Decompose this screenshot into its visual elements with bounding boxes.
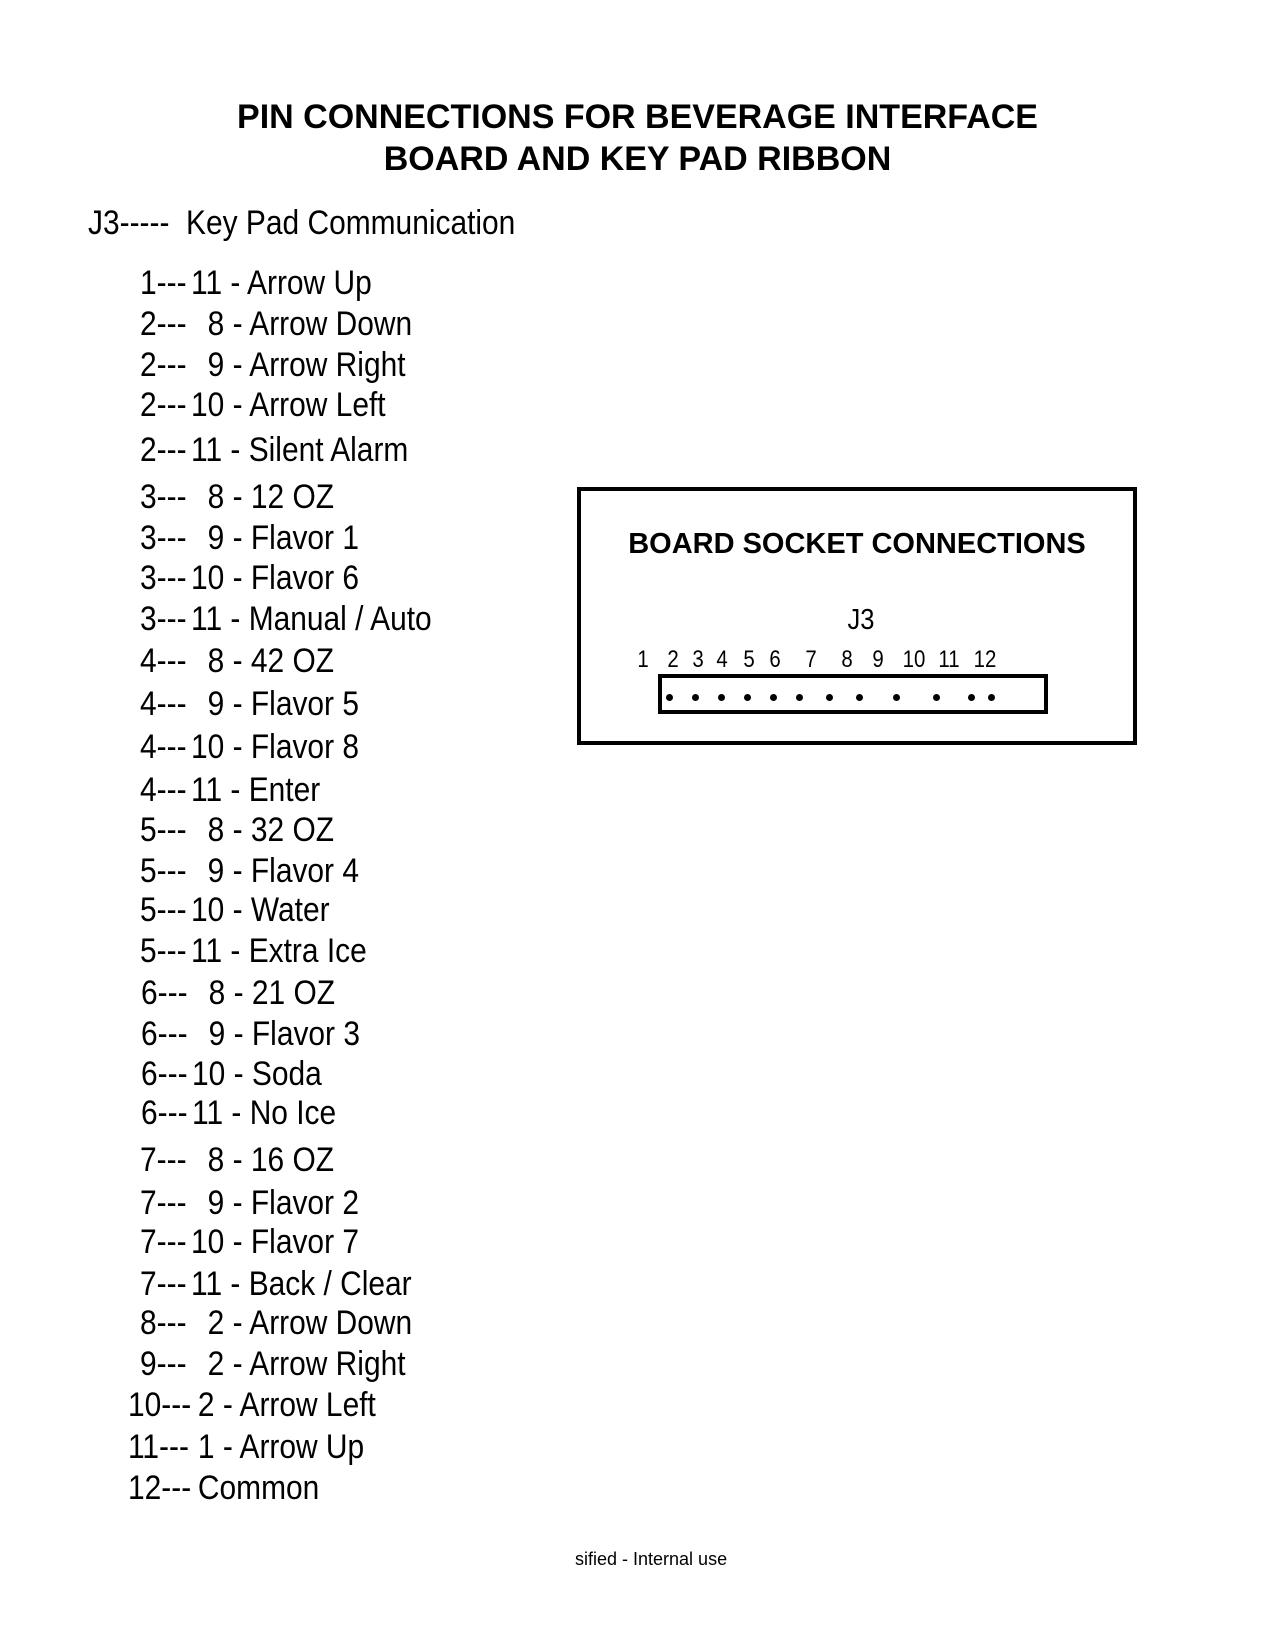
- socket-diagram-title: BOARD SOCKET CONNECTIONS: [628, 528, 1086, 560]
- connector-pin-hole: [796, 694, 803, 701]
- pin-number: 7---: [140, 1265, 187, 1303]
- pin-function: 8 - Arrow Down: [191, 305, 413, 343]
- pin-number: 6---: [141, 1055, 188, 1093]
- pin-number: 2---: [140, 346, 187, 384]
- pin-function: 9 - Arrow Right: [191, 346, 406, 384]
- pin-function: 10 - Soda: [192, 1055, 322, 1093]
- connector-pin-number: 7: [805, 646, 817, 673]
- pin-function: 11 - Silent Alarm: [191, 431, 409, 469]
- pin-function: 8 - 12 OZ: [191, 478, 335, 516]
- connector-pin-hole: [770, 694, 777, 701]
- connector-pin-hole: [988, 694, 995, 701]
- pin-number: 6---: [141, 974, 188, 1012]
- pin-function: 1 - Arrow Up: [189, 1428, 365, 1466]
- connector-pin-number: 1: [637, 646, 649, 673]
- section-heading: J3----- Key Pad Communication: [88, 204, 516, 242]
- connector-pin-number: 6: [769, 646, 781, 673]
- connector-pin-number: 2: [667, 646, 679, 673]
- pin-number: 1---: [140, 264, 187, 302]
- pin-number: 10---: [128, 1386, 192, 1424]
- pin-number: 2---: [140, 431, 187, 469]
- pin-number: 4---: [140, 685, 187, 723]
- pin-number: 12---: [128, 1469, 192, 1507]
- pin-number: 2---: [140, 386, 187, 424]
- pin-function: 10 - Flavor 6: [191, 559, 359, 597]
- connector-label: J3: [847, 604, 875, 636]
- pin-function: 10 - Flavor 8: [191, 728, 359, 766]
- pin-number: 8---: [140, 1304, 187, 1342]
- pin-number: 5---: [140, 811, 187, 849]
- board-socket-diagram: [577, 487, 1137, 745]
- connector-pin-number: 3: [692, 646, 704, 673]
- connector-pin-hole: [718, 694, 725, 701]
- pin-function: 10 - Arrow Left: [191, 386, 386, 424]
- pin-number: 5---: [140, 852, 187, 890]
- connector-pin-number: 8: [841, 646, 853, 673]
- pin-function: 9 - Flavor 1: [191, 519, 359, 557]
- pin-function: 11 - Arrow Up: [191, 264, 372, 302]
- pin-function: 8 - 16 OZ: [191, 1141, 335, 1179]
- pin-function: 2 - Arrow Down: [191, 1304, 413, 1342]
- connector-socket: [658, 674, 1048, 714]
- pin-number: 2---: [140, 305, 187, 343]
- connector-pin-number: 12: [973, 646, 997, 673]
- connector-pin-hole: [744, 694, 751, 701]
- pin-function: 8 - 32 OZ: [191, 811, 335, 849]
- pin-number: 11---: [128, 1428, 189, 1466]
- connector-pin-number: 9: [872, 646, 884, 673]
- connector-pin-number: 11: [938, 646, 960, 673]
- pin-function: 9 - Flavor 4: [191, 852, 359, 890]
- pin-function: 2 - Arrow Left: [189, 1386, 376, 1424]
- pin-function: 11 - Back / Clear: [191, 1265, 412, 1303]
- document-title-line-2: BOARD AND KEY PAD RIBBON: [383, 140, 892, 178]
- connector-pin-number: 10: [902, 646, 926, 673]
- pin-number: 5---: [140, 932, 187, 970]
- pin-function: 11 - Extra Ice: [191, 932, 367, 970]
- pin-number: 9---: [140, 1345, 187, 1383]
- pin-connection-list: [0, 0, 560, 1650]
- pin-number: 4---: [140, 771, 187, 809]
- pin-number: 3---: [140, 478, 187, 516]
- connector-pin-hole: [893, 694, 900, 701]
- pin-function: 10 - Water: [191, 891, 330, 929]
- pin-number: 5---: [140, 891, 187, 929]
- pin-function: 8 - 21 OZ: [192, 974, 336, 1012]
- pin-number: 7---: [140, 1223, 187, 1261]
- pin-function: 11 - Manual / Auto: [191, 600, 432, 638]
- pin-function: 9 - Flavor 5: [191, 685, 359, 723]
- pin-number: 4---: [140, 728, 187, 766]
- pin-function: Common: [189, 1469, 320, 1507]
- document-title-line-1: PIN CONNECTIONS FOR BEVERAGE INTERFACE: [237, 98, 1038, 136]
- pin-number: 7---: [140, 1184, 187, 1222]
- connector-pin-hole: [933, 694, 940, 701]
- pin-function: 10 - Flavor 7: [191, 1223, 359, 1261]
- pin-number: 3---: [140, 519, 187, 557]
- pin-function: 11 - No Ice: [192, 1094, 337, 1132]
- pin-function: 2 - Arrow Right: [191, 1345, 406, 1383]
- pin-number: 3---: [140, 600, 187, 638]
- pin-number: 6---: [141, 1094, 188, 1132]
- classification-footer: sified - Internal use: [575, 1549, 728, 1569]
- connector-pin-hole: [666, 694, 673, 701]
- pin-number: 7---: [140, 1141, 187, 1179]
- connector-pin-number: 4: [716, 646, 728, 673]
- pin-number: 6---: [141, 1015, 188, 1053]
- connector-pin-hole: [692, 694, 699, 701]
- pin-function: 9 - Flavor 2: [191, 1184, 359, 1222]
- pin-function: 8 - 42 OZ: [191, 642, 335, 680]
- pin-number: 4---: [140, 642, 187, 680]
- connector-pin-hole: [968, 694, 975, 701]
- connector-pin-number: 5: [743, 646, 755, 673]
- pin-function: 9 - Flavor 3: [192, 1015, 360, 1053]
- pin-function: 11 - Enter: [191, 771, 321, 809]
- connector-pin-hole: [826, 694, 833, 701]
- connector-pin-hole: [856, 694, 863, 701]
- pin-number: 3---: [140, 559, 187, 597]
